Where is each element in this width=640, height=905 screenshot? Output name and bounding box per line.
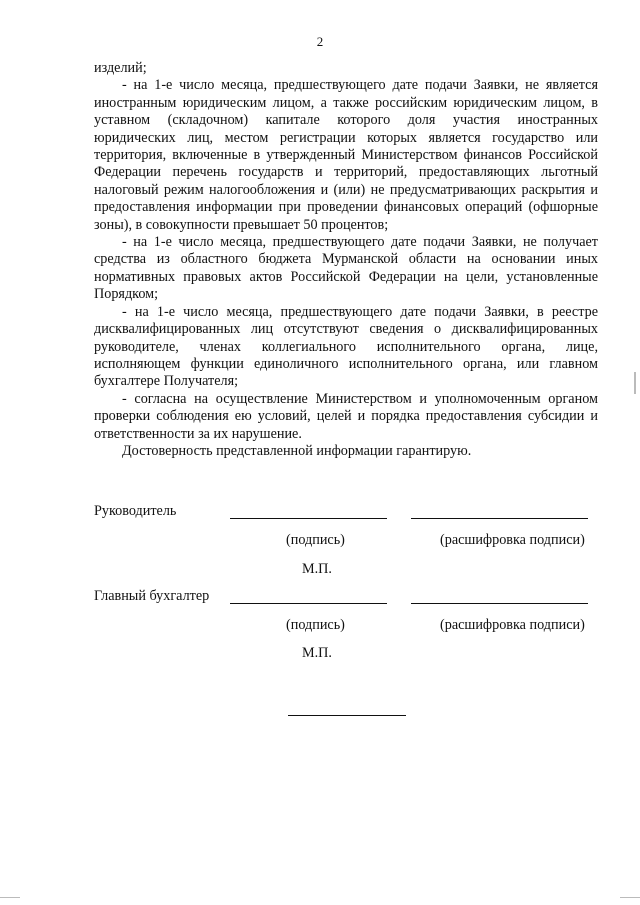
scan-edge-mark — [0, 897, 20, 898]
director-label: Руководитель — [94, 503, 177, 519]
director-decoding-line — [411, 518, 588, 519]
paragraph-offshore: - на 1-е число месяца, предшествующего дате подачи Заявки, не является иностранным юридическим лицом, а также российским юридическим лицом, в уставном (складочном) капитале которого доля участия иностранных юридических лиц, местом регистрации которых является государство или территория, включенные в утвержденный Министерством финансов Российской Федерации перечень государств и территорий, предоставляющих льготный налоговый режим налогообложения и (или) не предусматривающих раскрытия и предоставления информации при проведении финансовых операций (офшорные зоны), в совокупности превышает 50 процентов; — [94, 77, 598, 233]
paragraph-continuation: изделий; — [94, 60, 147, 76]
accountant-signature-line — [230, 603, 387, 604]
paragraph-guarantee: Достоверность представленной информации гарантирую. — [122, 442, 472, 459]
page-number: 2 — [316, 34, 324, 49]
accountant-decoding-line — [411, 603, 588, 604]
scan-edge-mark — [634, 372, 636, 394]
accountant-decoding-caption: (расшифровка подписи) — [440, 617, 585, 633]
paragraph-budget: - на 1-е число месяца, предшествующего дате подачи Заявки, не получает средства из областного бюджета Мурманской области на основании иных нормативных правовых актов Российской Федерации на цели, установленные Порядком; — [94, 234, 598, 303]
accountant-signature-caption: (подпись) — [286, 617, 345, 633]
paragraph-disqualified: - на 1-е число месяца, предшествующего дате подачи Заявки, в реестре дисквалифицированных лиц отсутствуют сведения о дисквалифицированных руководителе, членах коллегиального исполнительного органа, лице, исполняющем функции единоличного исполнительного органа, или главном бухгалтере Получателя; — [94, 303, 598, 390]
director-stamp-label: М.П. — [302, 561, 332, 577]
director-decoding-caption: (расшифровка подписи) — [440, 532, 585, 548]
accountant-label: Главный бухгалтер — [94, 588, 210, 604]
end-of-document-rule — [288, 715, 406, 716]
director-signature-caption: (подпись) — [286, 532, 345, 548]
paragraph-consent: - согласна на осуществление Министерством и уполномоченным органом проверки соблюдения ею условий, целей и порядка предоставления субсидии и ответственности за их нарушение. — [94, 390, 598, 442]
accountant-stamp-label: М.П. — [302, 645, 332, 661]
document-body — [94, 60, 598, 460]
scan-edge-mark — [620, 897, 640, 898]
director-signature-line — [230, 518, 387, 519]
